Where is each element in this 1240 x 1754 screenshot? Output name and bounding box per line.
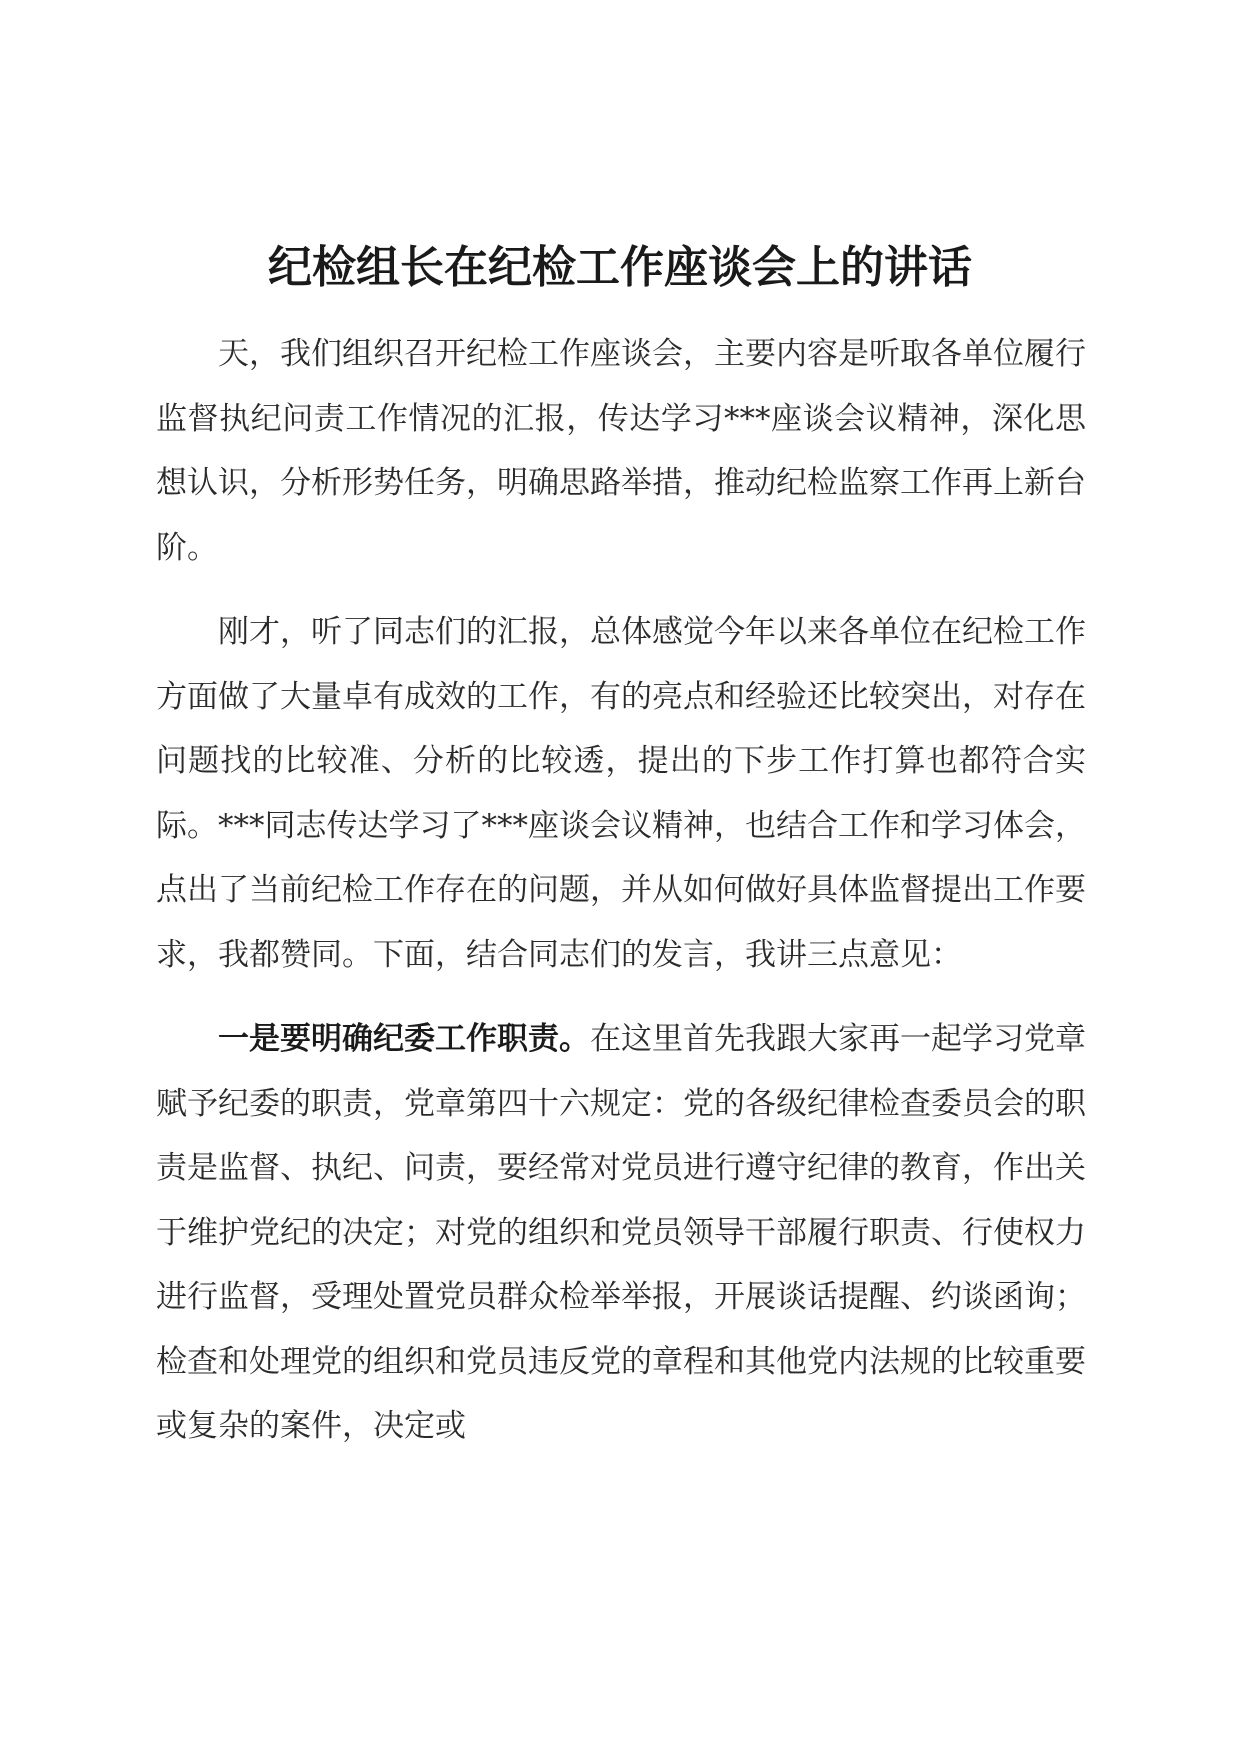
paragraph-text: 在这里首先我跟大家再一起学习党章赋予纪委的职责，党章第四十六规定：党的各级纪律检查委员会的职责是监督、执纪、问责，要经常对党员进行遵守纪律的教育，作出关于维护党纪的决定；对党的组织和党员领导干部履行职责、行使权力进行监督，受理处置党员群众检举举报，开展谈话提醒、约谈函询；检查和处理党的组织和党员违反党的章程和其他党内法规的比较重要或复杂的案件，决定或 xyxy=(156,1021,1086,1444)
paragraph-text: 刚才，听了同志们的汇报，总体感觉今年以来各单位在纪检工作方面做了大量卓有成效的工作，有的亮点和经验还比较突出，对存在问题找的比较准、分析的比较透，提出的下步工作打算也都符合实际。***同志传达学习了***座谈会议精神，也结合工作和学习体会，点出了当前纪检工作存在的问题，并从如何做好具体监督提出工作要求，我都赞同。下面，结合同志们的发言，我讲三点意见： xyxy=(156,614,1086,973)
paragraph-1 xyxy=(156,322,1086,580)
document-title: 纪检组长在纪检工作座谈会上的讲话 xyxy=(268,242,972,293)
document-body xyxy=(156,322,1086,1479)
paragraph-2 xyxy=(156,600,1086,987)
paragraph-3 xyxy=(156,1007,1086,1459)
paragraph-text: 天，我们组织召开纪检工作座谈会，主要内容是听取各单位履行监督执纪问责工作情况的汇报，传达学习***座谈会议精神，深化思想认识，分析形势任务，明确思路举措，推动纪检监察工作再上新台阶。 xyxy=(156,336,1086,566)
paragraph-lead-heading: 一是要明确纪委工作职责。 xyxy=(218,1021,590,1057)
